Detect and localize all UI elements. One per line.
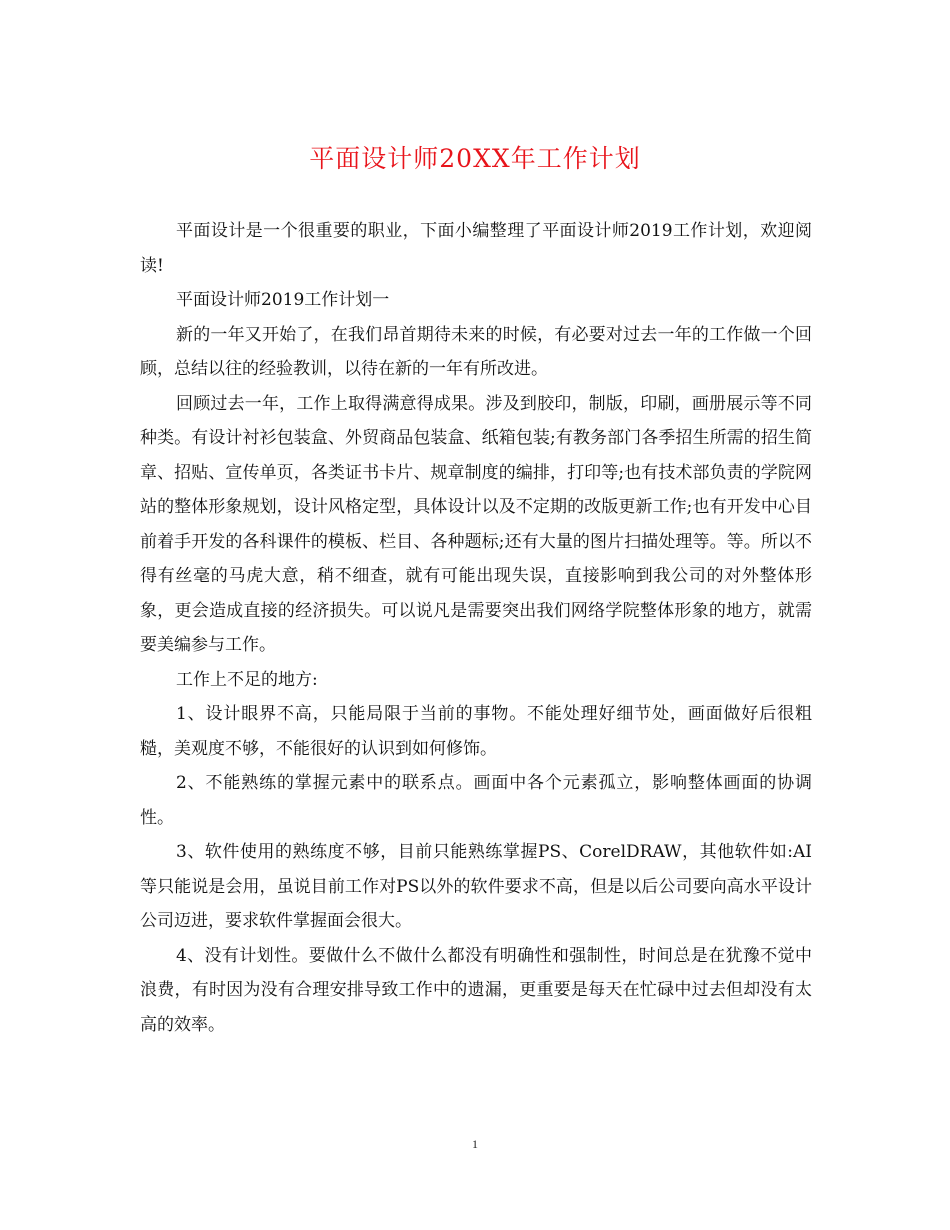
- paragraph-heading-plan-one: 平面设计师2019工作计划一: [176, 290, 390, 310]
- paragraph-intro: 平面设计是一个很重要的职业，下面小编整理了平面设计师2019工作计划，欢迎阅读!: [140, 221, 812, 276]
- paragraph-new-year: 新的一年又开始了，在我们昂首期待未来的时候，有必要对过去一年的工作做一个回顾，总结以往的经验教训，以待在新的一年有所改进。: [140, 324, 812, 379]
- paragraph-shortcoming-1: 1、设计眼界不高，只能局限于当前的事物。不能处理好细节处，画面做好后很粗糙，美观度不够，不能很好的认识到如何修饰。: [140, 704, 812, 759]
- document-title: 平面设计师20XX年工作计划: [309, 144, 641, 173]
- paragraph-shortcomings-heading: 工作上不足的地方:: [176, 669, 318, 690]
- paragraph-shortcoming-3: 3、软件使用的熟练度不够，目前只能熟练掌握PS、CorelDRAW，其他软件如:AI 等只能说是会用，虽说目前工作对PS以外的软件要求不高，但是以后公司要向高水平设计公司迈进，要求软件掌握面会很大。: [140, 842, 812, 931]
- document-body: [140, 214, 812, 1042]
- paragraph-shortcoming-2: 2、不能熟练的掌握元素中的联系点。画面中各个元素孤立，影响整体画面的协调性。: [140, 773, 812, 828]
- paragraph-review: 回顾过去一年，工作上取得满意得成果。涉及到胶印，制版，印刷，画册展示等不同种类。有设计衬衫包装盒、外贸商品包装盒、纸箱包装;有教务部门各季招生所需的招生简章、招贴、宣传单页，各类证书卡片、规章制度的编排，打印等;也有技术部负责的学院网站的整体形象规划，设计风格定型，具体设计以及不定期的改版更新工作;也有开发中心目前着手开发的各科课件的模板、栏目、各种题标;还有大量的图片扫描处理等。等。所以不得有丝毫的马虎大意，稍不细查，就有可能出现失误，直接影响到我公司的对外整体形象，更会造成直接的经济损失。可以说凡是需要突出我们网络学院整体形象的地方，就需要美编参与工作。: [140, 393, 812, 655]
- paragraph-shortcoming-4: 4、没有计划性。要做什么不做什么都没有明确性和强制性，时间总是在犹豫不觉中浪费，有时因为没有合理安排导致工作中的遗漏，更重要是每天在忙碌中过去但却没有太高的效率。: [140, 945, 812, 1035]
- page-number: 1: [472, 1137, 478, 1151]
